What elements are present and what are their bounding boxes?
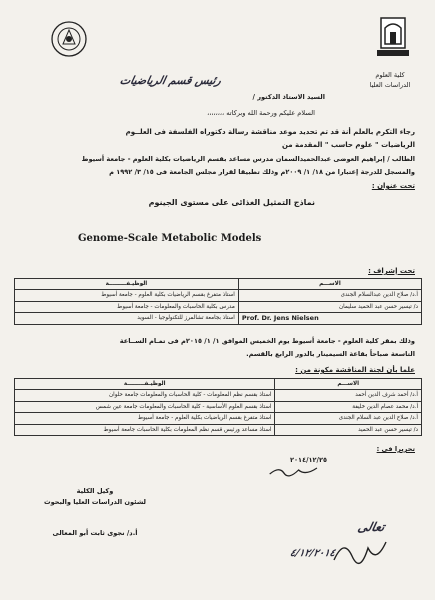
table-row xyxy=(15,290,422,302)
supervisor-job: مدرس بكلية الحاسبات والمعلومات - جامعة أسيوط xyxy=(15,301,239,313)
faculty-header xyxy=(355,70,425,90)
supervisor-name: د/ تيسير حسن عبد الحميد سليمان xyxy=(238,301,421,313)
member-name: د/ تيسير حسن عبد الحميد xyxy=(275,424,422,436)
addressee-handwritten: رئيس قسم الرياضيات xyxy=(118,74,223,87)
supervisor-name: Prof. Dr. Jens Nielsen xyxy=(238,313,421,325)
col-name-header: الاســـم xyxy=(238,279,421,290)
deputy-title-line-1: وكيل الكلية xyxy=(76,487,114,495)
supervisor-job: استاذ بجامعة تشالمرز للتكنولوجيا - السويد xyxy=(15,313,239,325)
date-signature xyxy=(266,464,320,481)
supervisor-name: أ.د/ صلاح الدين عبدالسلام الجندى xyxy=(238,290,421,302)
col-job-header: الوظيـفـــــــــة xyxy=(15,279,239,290)
supervision-title: تحت إشراف : xyxy=(368,267,415,275)
table-header-row xyxy=(15,279,422,290)
table-row xyxy=(15,424,422,436)
handwritten-note: تعالى xyxy=(356,520,386,534)
supervisor-job: استاذ متفرغ بقسم الرياضيات بكلية العلوم - جامعة أسيوط xyxy=(15,290,239,302)
body-line-2: الرياضيات " علوم حاسب " المقدمة من xyxy=(281,141,415,149)
deputy-title-line-2: لشئون الدراسات العليا والبحوث xyxy=(43,498,147,506)
university-logo xyxy=(373,14,413,72)
supervision-table xyxy=(14,278,422,325)
table-row xyxy=(15,301,422,313)
student-name: إبراهيم العوضى عبدالحميدالسمان xyxy=(275,155,385,163)
presented-by: المقدمة من xyxy=(281,141,323,149)
specialization: علوم حاسب xyxy=(330,141,373,149)
department-name: الدراسات العليا xyxy=(369,81,411,89)
committee-table xyxy=(14,378,422,436)
handwritten-date: ٤/١٢/٢٠١٤ xyxy=(288,548,337,559)
greeting: السلام عليكم ورحمة الله وبركاته ،،،،،،،، xyxy=(207,109,315,117)
student-line xyxy=(5,154,415,165)
member-job: استاذ بقسم نظم المعلومات - كلية الحاسبات والمعلومات جامعة حلوان xyxy=(15,390,275,402)
member-name: أ.د/ محمد عصام الدين خليفة xyxy=(275,401,422,413)
col-name-header: الاســـم xyxy=(275,379,422,390)
major-field: الرياضيات xyxy=(381,141,415,149)
body-line-1: رجاء التكرم بالعلم أنة قد تم تحديد موعد مناقشة رسالة دكتوراه الفلسفة فى العلــوم xyxy=(125,128,415,136)
member-job: استاذ مساعد ورئيس قسم نظم المعلومات بكلية الحاسبات جامعة أسيوط xyxy=(15,424,275,436)
deputy-name: أ.د/ نجوى ثابت أبو المعالى xyxy=(52,529,138,537)
signature-scribble xyxy=(330,530,390,574)
table-header-row xyxy=(15,379,422,390)
table-row xyxy=(15,401,422,413)
student-label: الطالب / xyxy=(387,155,415,163)
table-row xyxy=(15,390,422,402)
thesis-title-arabic: نماذج التمثيل الغذائى على مستوى الجينوم xyxy=(148,198,315,207)
student-role: مدرس مساعد بقسم الرياضيات بكلية العلوم - جامعة أسيوط xyxy=(81,155,274,163)
member-name: أ.د/ أحمد شرف الدين أحمد xyxy=(275,390,422,402)
venue-line-2: التاسعة صباحاً بقاعة السيمينار بالدور الرابع بالقسم. xyxy=(246,350,415,358)
member-job: استاذ بقسم العلوم الأساسية - كلية الحاسبات والمعلومات جامعة عين شمس xyxy=(15,401,275,413)
member-name: أ.د/ صلاح الدين عبد السلام الجندى xyxy=(275,413,422,425)
faculty-name: كلية العلوم xyxy=(375,71,405,79)
table-row xyxy=(15,413,422,425)
addressee-label: السيد الاستاذ الدكتور / xyxy=(252,93,325,101)
date-value: ٢٠١٤/١٢/٢٥ xyxy=(290,456,328,464)
registration-line: والمسجل للدرجة إعتبارا من ١٨/ ١/ ٢٠٠٩م وذلك تطبيقا لقرار مجلس الجامعة فى ١٥/ ٣/ ١٩٩٢ م xyxy=(109,168,415,176)
thesis-title-english: Genome-Scale Metabolic Models xyxy=(78,233,262,244)
committee-title: علما بأن لجنة المناقشة مكونة من : xyxy=(295,366,415,374)
faculty-seal xyxy=(50,20,88,58)
deputy-title xyxy=(40,486,150,508)
table-row xyxy=(15,313,422,325)
date-label: تحريرا فى : xyxy=(376,445,415,453)
thesis-title-label: تحت عنوان : xyxy=(371,182,415,190)
venue-line-1: وذلك بمقر كلية العلوم - جامعة أسيوط يوم الخميس الموافق ١/ ١/ ٢٠١٥م فى تمـام الســاعة xyxy=(119,337,415,345)
col-job-header: الوظيـفـــــــــة xyxy=(15,379,275,390)
member-job: استاذ متفرغ بقسم الرياضيات بكلية العلوم - جامعة أسيوط xyxy=(15,413,275,425)
